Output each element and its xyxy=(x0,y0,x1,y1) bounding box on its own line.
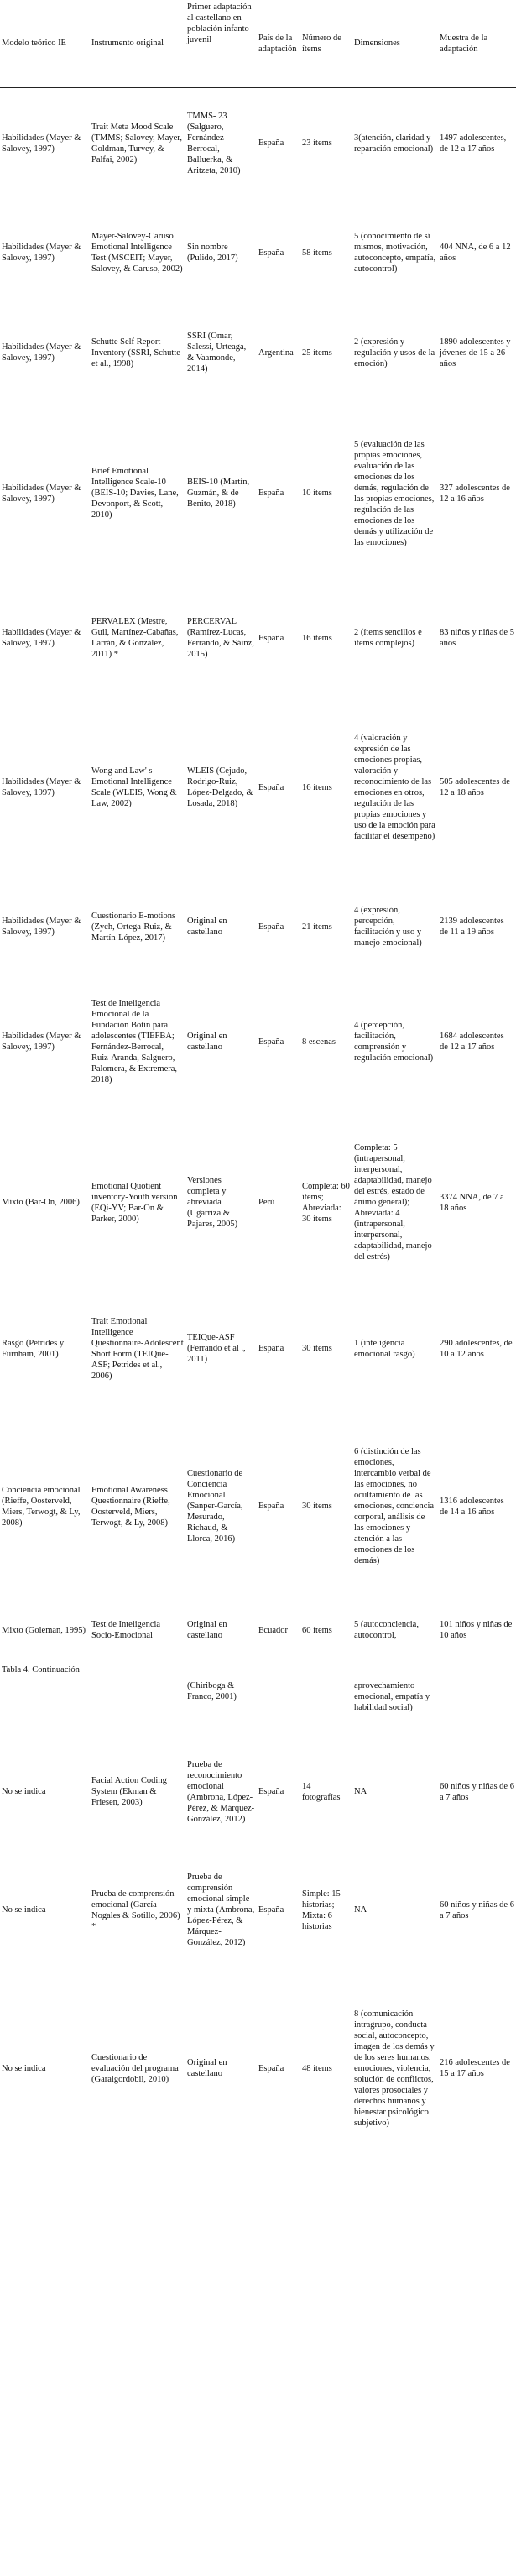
cell-dimensions: aprovechamiento emocional, empatía y habilidad social) xyxy=(354,1681,430,1712)
table-row xyxy=(0,1408,516,1604)
cell-items: 48 ítems xyxy=(302,2063,332,2073)
cell-instrument: Emotional Awareness Questionnaire (Rieffe, Oosterveld, Miers, Terwogt, & Ly, 2008) xyxy=(91,1485,170,1528)
cell-adaptation: (Chiriboga & Franco, 2001) xyxy=(187,1681,237,1701)
header-country: País de la adaptación xyxy=(257,0,300,87)
cell-sample: 1316 adolescentes de 14 a 16 años xyxy=(440,1496,504,1517)
cell-adaptation: Versiones completa y abreviada (Ugarriza & Pajares, 2005) xyxy=(187,1176,238,1229)
cell-adaptation: TEIQue-ASF (Ferrando et al ., 2011) xyxy=(187,1333,246,1364)
cell-items: 23 ítems xyxy=(302,138,332,149)
cell-items: 8 escenas xyxy=(302,1037,336,1047)
header-dimensions: Dimensiones xyxy=(352,0,438,87)
cell-model: Mixto (Goleman, 1995) xyxy=(2,1625,86,1635)
cell-sample: 327 adolescentes de 12 a 16 años xyxy=(440,483,510,504)
cell-instrument: Mayer-Salovey-Caruso Emotional Intelligence Test (MSCEIT; Mayer, Salovey, & Caruso, 2002) xyxy=(91,232,183,274)
cell-dimensions: 5 (evaluación de las propias emociones, evaluación de las emociones de los demás, regulación de las propias emociones, regulación de las emociones de los demás y utilización de las emociones) xyxy=(354,439,435,547)
table-row xyxy=(0,588,516,688)
table-row xyxy=(0,306,516,399)
table-row xyxy=(0,1731,516,1852)
cell-items: 60 ítems xyxy=(302,1625,332,1635)
cell-dimensions: 1 (inteligencia emocional rasgo) xyxy=(354,1338,415,1359)
cell-instrument: PERVALEX (Mestre, Guil, Martínez-Cabañas, Larrán, & González, 2011) * xyxy=(91,617,179,659)
cell-model: Habilidades (Mayer & Salovey, 1997) xyxy=(2,133,81,154)
cell-items: 16 ítems xyxy=(302,633,332,643)
cell-sample: 83 niños y niñas de 5 años xyxy=(440,628,514,648)
table-row xyxy=(0,967,516,1116)
cell-sample: 216 adolescentes de 15 a 17 años xyxy=(440,2058,510,2078)
cell-dimensions: 4 (valoración y expresión de las emociones propias, valoración y reconocimiento de las emociones en otros, regulación de las propias emociones y uso de la emoción para facilitar el desempeño) xyxy=(354,734,435,841)
cell-dimensions: 2 (ítems sencillos e ítems complejos) xyxy=(354,628,422,648)
cell-items: 30 ítems xyxy=(302,1344,332,1353)
cell-items: 21 ítems xyxy=(302,922,332,932)
cell-model: Habilidades (Mayer & Salovey, 1997) xyxy=(2,243,81,263)
cell-items: 58 ítems xyxy=(302,248,332,258)
cell-dimensions: Completa: 5 (intrapersonal, interpersonal, adaptabilidad, manejo del estrés, estado de ánimo general); Abreviada: 4 (intrapersonal, interpersonal, adaptabilidad, manejo del estrés) xyxy=(354,1143,432,1262)
header-instrument: Instrumento original xyxy=(90,0,185,87)
cell-instrument: Test de Inteligencia Socio-Emocional xyxy=(91,1620,161,1640)
table-header-row xyxy=(0,0,516,87)
cell-instrument: Brief Emotional Intelligence Scale-10 (BEIS-10; Davies, Lane, Devonport, & Scott, 2010) xyxy=(91,467,179,520)
cell-instrument: Schutte Self Report Inventory (SSRI, Schutte et al., 1998) xyxy=(91,337,180,368)
cell-dimensions: NA xyxy=(354,1787,367,1796)
cell-adaptation: Original en castellano xyxy=(187,1620,227,1640)
cell-country: España xyxy=(258,633,284,643)
cell-model: No se indica xyxy=(2,2063,46,2073)
cell-sample: 101 niños y niñas de 10 años xyxy=(440,1620,513,1640)
table-row xyxy=(0,1288,516,1408)
cell-country: España xyxy=(258,1344,284,1353)
cell-country: Ecuador xyxy=(258,1625,288,1635)
cell-country: España xyxy=(258,248,284,258)
table-row xyxy=(0,1604,516,1656)
table-row-continuation xyxy=(0,1680,516,1731)
header-sample: Muestra de la adaptación xyxy=(438,0,516,87)
cell-adaptation: WLEIS (Cejudo, Rodrigo-Ruiz, López-Delgado, & Losada, 2018) xyxy=(187,766,253,808)
cell-instrument: Cuestionario E-motions (Zych, Ortega-Ruiz, & Martín-López, 2017) xyxy=(91,911,176,943)
cell-model: Mixto (Bar-On, 2006) xyxy=(2,1198,80,1207)
table-row xyxy=(0,1852,516,1967)
cell-dimensions: 3(atención, claridad y reparación emocional) xyxy=(354,133,434,154)
table-row xyxy=(0,1967,516,2169)
cell-items: Simple: 15 historias; Mixta: 6 historias xyxy=(302,1889,341,1931)
cell-items: Completa: 60 ítems; Abreviada: 30 ítems xyxy=(302,1181,350,1224)
cell-adaptation: Original en castellano xyxy=(187,2058,227,2078)
cell-adaptation: PERCERVAL (Ramírez-Lucas, Ferrando, & Sáinz, 2015) xyxy=(187,617,254,659)
cell-sample: 2139 adolescentes de 11 a 19 años xyxy=(440,917,504,937)
table-row xyxy=(0,886,516,967)
cell-adaptation: Prueba de comprensión emocional simple y mixta (Ambrona, López-Pérez, & Márquez-González, 2012) xyxy=(187,1873,255,1947)
cell-sample: 3374 NNA, de 7 a 18 años xyxy=(440,1192,504,1213)
cell-adaptation: Original en castellano xyxy=(187,1032,227,1052)
cell-country: España xyxy=(258,922,284,932)
cell-country: España xyxy=(258,2063,284,2073)
cell-adaptation: SSRI (Omar, Salessi, Urteaga, & Vaamonde, 2014) xyxy=(187,332,247,374)
cell-sample: 60 niños y niñas de 6 a 7 años xyxy=(440,1899,514,1920)
cell-model: No se indica xyxy=(2,1905,46,1915)
table-row xyxy=(0,399,516,588)
header-adaptation: Primer adaptación al castellano en población infanto-juvenil xyxy=(185,0,257,87)
cell-model: Habilidades (Mayer & Salovey, 1997) xyxy=(2,777,81,797)
table-caption: Tabla 4. Continuación xyxy=(2,1665,80,1675)
cell-items: 30 ítems xyxy=(302,1502,332,1511)
cell-adaptation: Original en castellano xyxy=(187,917,227,937)
cell-model: Habilidades (Mayer & Salovey, 1997) xyxy=(2,917,81,937)
cell-model: Conciencia emocional (Rieffe, Oosterveld, Miers, Terwogt, & Ly, 2008) xyxy=(2,1485,81,1528)
cell-country: España xyxy=(258,782,284,792)
cell-dimensions: 6 (distinción de las emociones, intercambio verbal de las emociones, no ocultamiento de las emociones, conciencia corporal, análisis de las emociones y atención a las emociones de los demás) xyxy=(354,1447,435,1565)
cell-adaptation: TMMS- 23 (Salguero, Fernández-Berrocal, Balluerka, & Aritzeta, 2010) xyxy=(187,111,241,175)
table-row xyxy=(0,1116,516,1288)
table-row xyxy=(0,87,516,199)
cell-instrument: Emotional Quotient inventory-Youth version (EQi-YV; Bar-On & Parker, 2000) xyxy=(91,1181,178,1224)
cell-country: Perú xyxy=(258,1198,275,1207)
cell-items: 14 fotografías xyxy=(302,1781,341,1802)
cell-adaptation: Prueba de reconocimiento emocional (Ambrona, López-Pérez, & Márquez-González, 2012) xyxy=(187,1759,255,1824)
cell-country: España xyxy=(258,1502,284,1511)
table-row xyxy=(0,688,516,886)
cell-model: Rasgo (Petrides y Furnham, 2001) xyxy=(2,1338,65,1359)
cell-dimensions: NA xyxy=(354,1905,367,1915)
cell-sample: 60 niños y niñas de 6 a 7 años xyxy=(440,1781,514,1802)
table-row xyxy=(0,199,516,306)
cell-country: España xyxy=(258,1905,284,1915)
cell-items: 25 ítems xyxy=(302,347,332,358)
cell-instrument: Cuestionario de evaluación del programa (Garaigordobil, 2010) xyxy=(91,2052,179,2084)
cell-sample: 290 adolescentes, de 10 a 12 años xyxy=(440,1338,513,1359)
cell-country: España xyxy=(258,489,284,498)
cell-items: 10 ítems xyxy=(302,489,332,498)
cell-dimensions: 8 (comunicación intragrupo, conducta social, autoconcepto, imagen de los demás y de los seres humanos, emociones, violencia, solución de conflictos, valores prosociales y derechos humanos y bienestar psicológico subjetivo) xyxy=(354,2009,435,2128)
cell-sample: 404 NNA, de 6 a 12 años xyxy=(440,243,511,263)
cell-items: 16 ítems xyxy=(302,782,332,792)
cell-instrument: Facial Action Coding System (Ekman & Friesen, 2003) xyxy=(91,1776,167,1807)
cell-sample: 1890 adolescentes y jóvenes de 15 a 26 años xyxy=(440,337,511,368)
cell-country: Argentina xyxy=(258,347,294,358)
cell-instrument: Trait Meta Mood Scale (TMMS; Salovey, Mayer, Goldman, Turvey, & Palfai, 2002) xyxy=(91,122,182,165)
cell-dimensions: 5 (conocimiento de sí mismos, motivación, autoconcepto, empatía, autocontrol) xyxy=(354,232,436,274)
cell-model: Habilidades (Mayer & Salovey, 1997) xyxy=(2,1032,81,1052)
cell-country: España xyxy=(258,138,284,149)
cell-sample: 1684 adolescentes de 12 a 17 años xyxy=(440,1032,504,1052)
cell-sample: 1497 adolescentes, de 12 a 17 años xyxy=(440,133,507,154)
instruments-table-continued xyxy=(0,1680,516,2169)
cell-country: España xyxy=(258,1037,284,1047)
cell-adaptation: BEIS-10 (Martín, Guzmán, & de Benito, 2018) xyxy=(187,478,250,509)
cell-instrument: Trait Emotional Intelligence Questionnaire-Adolescent Short Form (TEIQue-ASF; Petrides et al., 2006) xyxy=(91,1316,184,1381)
cell-dimensions: 5 (autoconciencia, autocontrol, xyxy=(354,1620,419,1640)
cell-instrument: Prueba de comprensión emocional (García-Nogales & Sotillo, 2006) * xyxy=(91,1889,180,1931)
cell-dimensions: 2 (expresión y regulación y usos de la emoción) xyxy=(354,337,435,368)
cell-instrument: Wong and Law' s Emotional Intelligence Scale (WLEIS, Wong & Law, 2002) xyxy=(91,766,177,808)
cell-adaptation: Cuestionario de Conciencia Emocional (Sanper-García, Mesurado, Richaud, & Llorca, 2016) xyxy=(187,1469,243,1544)
cell-dimensions: 4 (expresión, percepción, facilitación y uso y manejo emocional) xyxy=(354,906,422,948)
cell-dimensions: 4 (percepción, facilitación, comprensión y regulación emocional) xyxy=(354,1021,434,1063)
cell-model: Habilidades (Mayer & Salovey, 1997) xyxy=(2,342,81,363)
cell-adaptation: Sin nombre (Pulido, 2017) xyxy=(187,243,238,263)
cell-country: España xyxy=(258,1787,284,1796)
cell-model: No se indica xyxy=(2,1787,46,1796)
cell-instrument: Test de Inteligencia Emocional de la Fundación Botín para adolescentes (TIEFBA; Fernández-Berrocal, Ruiz-Aranda, Salguero, Palomera, & Extremera, 2018) xyxy=(91,999,178,1084)
header-model: Modelo teórico IE xyxy=(0,0,90,87)
cell-sample: 505 adolescentes de 12 a 18 años xyxy=(440,777,510,797)
header-items: Número de ítems xyxy=(300,0,352,87)
cell-model: Habilidades (Mayer & Salovey, 1997) xyxy=(2,483,81,504)
cell-model: Habilidades (Mayer & Salovey, 1997) xyxy=(2,628,81,648)
